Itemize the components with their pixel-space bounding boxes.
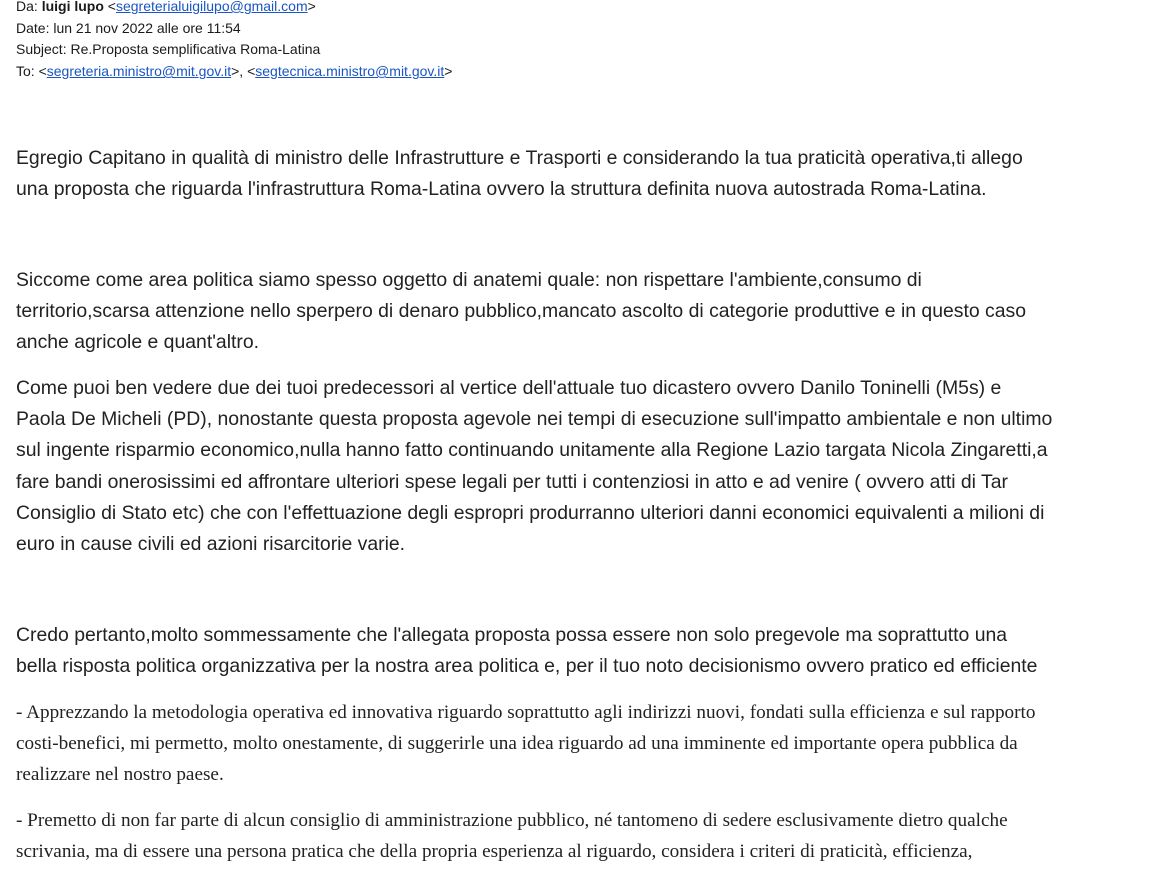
text-line: Paola De Micheli (PD), nonostante questa proposta agevole nei tempi di esecuzione sull'impatto ambientale e non ultimo xyxy=(16,408,1053,431)
paragraph-apprezzando xyxy=(16,697,1146,790)
text-line: - Apprezzando la metodologia operativa ed innovativa riguardo soprattutto agli indirizzi nuovi, fondati sulla efficienza e sul rapporto xyxy=(16,702,1036,723)
from-name: luigi lupo xyxy=(41,0,104,14)
text-line: Egregio Capitano in qualità di ministro delle Infrastrutture e Trasporti e considerando la tua praticità operativa,ti allego xyxy=(16,147,1023,169)
text-line: realizzare nel nostro paese. xyxy=(16,764,224,785)
paragraph-premetto xyxy=(16,805,1146,867)
date-label: Date: xyxy=(16,19,50,36)
paragraph-greeting xyxy=(16,143,1146,205)
paragraph-conclusione xyxy=(16,620,1146,682)
from-line: Da: luigi lupo <segreterialuigilupo@gmail.com> xyxy=(16,0,316,14)
date-line xyxy=(16,18,452,40)
text-line: - Premetto di non far parte di alcun consiglio di amministrazione pubblico, né tantomeno di sedere esclusivamente dietro qualche xyxy=(16,810,1008,831)
to-line: To: <segreteria.ministro@mit.gov.it>, <segtecnica.ministro@mit.gov.it> xyxy=(16,63,453,80)
text-line: Come puoi ben vedere due dei tuoi predecessori al vertice dell'attuale tuo dicastero ovvero Danilo Toninelli (M5s) e xyxy=(16,377,1002,399)
subject-value: Re.Proposta semplificativa Roma-Latina xyxy=(70,41,321,58)
text-line: costi-benefici, mi permetto, molto onestamente, di suggerirle una idea riguardo ad una imminente ed importante opera pubblica da xyxy=(16,733,1018,754)
text-line: fare bandi onerosissimi ed affrontare ulteriori spese legali per tutti i contenziosi in atto e ad venire ( ovvero atti di Tar xyxy=(16,470,1008,493)
to-email-link-2[interactable]: segtecnica.ministro@mit.gov.it xyxy=(255,63,445,80)
paragraph-area-politica xyxy=(16,265,1146,359)
text-line: Consiglio di Stato etc) che con l'effettuazione degli espropri produrranno ulteriori danni economici equivalenti a milioni di xyxy=(16,501,1045,524)
text-line: Credo pertanto,molto sommessamente che l'allegata proposta possa essere non solo pregevole ma soprattutto una xyxy=(16,624,1008,646)
date-value: lun 21 nov 2022 alle ore 11:54 xyxy=(53,19,241,36)
subject-label: Subject: xyxy=(16,41,67,58)
from-email-link[interactable]: segreterialuigilupo@gmail.com xyxy=(115,0,308,14)
text-line: anche agricole e quant'altro. xyxy=(16,331,260,354)
text-line: una proposta che riguarda l'infrastruttura Roma-Latina ovvero la struttura definita nuova autostrada Roma-Latina. xyxy=(16,178,987,201)
text-line: Siccome come area politica siamo spesso oggetto di anatemi quale: non rispettare l'ambiente,consumo di xyxy=(16,269,922,291)
email-header xyxy=(16,0,452,83)
text-line: territorio,scarsa attenzione nello sperpero di denaro pubblico,mancato ascolto di categorie produttive e in questo caso xyxy=(16,300,1026,323)
subject-line xyxy=(16,39,452,61)
to-label: To: xyxy=(16,63,35,80)
text-line: sul ingente risparmio economico,nulla hanno fatto continuando unitamente alla Regione Lazio targata Nicola Zingaretti,a xyxy=(16,439,1048,462)
paragraph-predecessori xyxy=(16,373,1146,560)
to-email-link-1[interactable]: segreteria.ministro@mit.gov.it xyxy=(46,63,232,80)
text-line: scrivania, ma di essere una persona pratica che della propria esperienza al riguardo, considera i criteri di praticità, efficienza, xyxy=(16,841,973,862)
text-line: euro in cause civili ed azioni risarcitorie varie. xyxy=(16,533,406,556)
text-line: bella risposta politica organizzativa per la nostra area politica e, per il tuo noto decisionismo ovvero pratico ed efficiente xyxy=(16,655,1038,678)
from-label: Da: xyxy=(16,0,38,14)
